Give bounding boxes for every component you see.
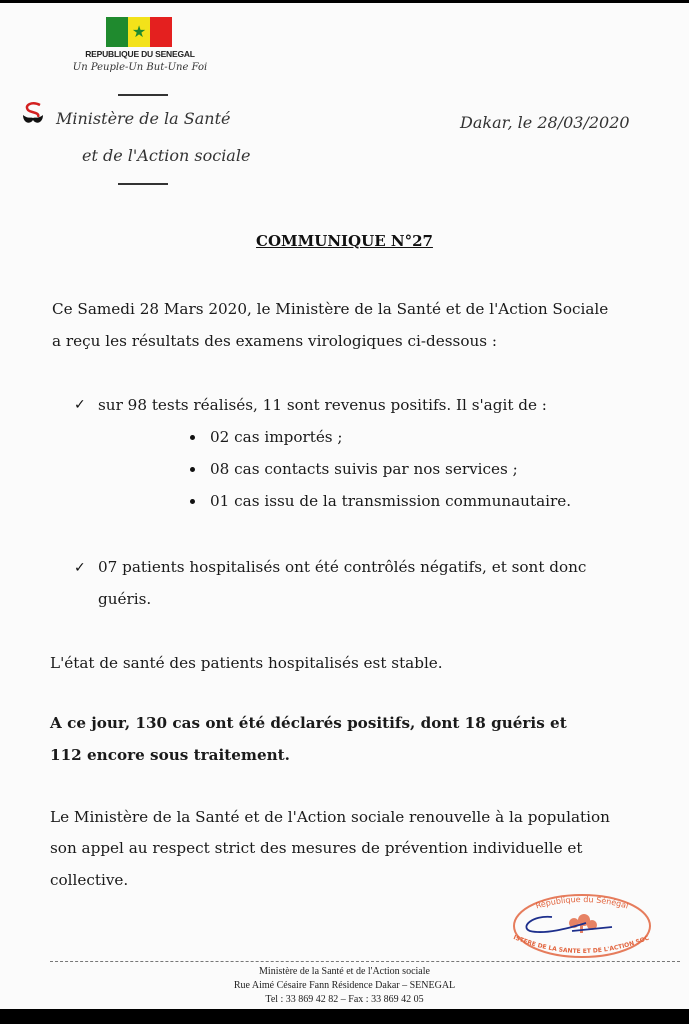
footer-divider [50, 961, 680, 962]
ministry-name-line1: Ministère de la Santé [56, 109, 231, 128]
document-date: Dakar, le 28/03/2020 [460, 113, 630, 132]
intro-line1: Ce Samedi 28 Mars 2020, le Ministère de la Santé et de l'Action Sociale [52, 300, 609, 318]
intro-line2: a reçu les résultats des examens virologiques ci-dessous : [52, 332, 497, 350]
document-page [0, 3, 689, 1009]
footer-phone: Tel : 33 869 42 82 – Fax : 33 869 42 05 [265, 994, 424, 1005]
check-icon: ✓ [74, 397, 86, 413]
recovered-line1: 07 patients hospitalisés ont été contrôlés négatifs, et sont donc [98, 558, 587, 576]
footer-address: Rue Aimé Césaire Fann Résidence Dakar – SENEGAL [233, 980, 456, 991]
national-motto: Un Peuple-Un But-Une Foi [72, 62, 208, 73]
divider [118, 94, 168, 96]
divider [118, 183, 168, 185]
bullet-icon [190, 435, 195, 440]
stamp-bottom-text: MINISTERE DE LA SANTE ET DE L'ACTION SOCIALE [509, 888, 651, 956]
star-icon: ★ [131, 22, 147, 41]
summary-line2: 112 encore sous traitement. [50, 746, 290, 764]
closing-line2: son appel au respect strict des mesures de prévention individuelle et [50, 839, 583, 857]
closing-line3: collective. [50, 871, 129, 889]
closing-line1: Le Ministère de la Santé et de l'Action sociale renouvelle à la population [50, 808, 610, 826]
stamp-top-text: République du Sénégal [534, 894, 630, 911]
bullet-icon [190, 499, 195, 504]
check-icon: ✓ [74, 560, 86, 576]
health-status: L'état de santé des patients hospitalisés est stable. [50, 654, 443, 672]
bullet-community: 01 cas issu de la transmission communautaire. [210, 492, 572, 510]
communique-title: COMMUNIQUE N°27 [256, 232, 433, 250]
country-name: REPUBLIQUE DU SENEGAL [85, 49, 195, 59]
bullet-contacts: 08 cas contacts suivis par nos services ; [210, 460, 518, 478]
official-stamp-icon [509, 888, 652, 959]
senegal-flag-icon [106, 17, 172, 47]
bullet-imported: 02 cas importés ; [210, 428, 343, 446]
footer-line1: Ministère de la Santé et de l'Action sociale [259, 966, 430, 977]
recovered-line2: guéris. [98, 590, 152, 608]
svg-text:République du Sénégal [535, 895, 630, 911]
tests-result: sur 98 tests réalisés, 11 sont revenus positifs. Il s'agit de : [98, 396, 547, 414]
ministry-name-line2: et de l'Action sociale [82, 146, 251, 165]
summary-line1: A ce jour, 130 cas ont été déclarés positifs, dont 18 guéris et [50, 714, 567, 732]
ministry-logo-icon [20, 101, 46, 127]
bullet-icon [190, 467, 195, 472]
